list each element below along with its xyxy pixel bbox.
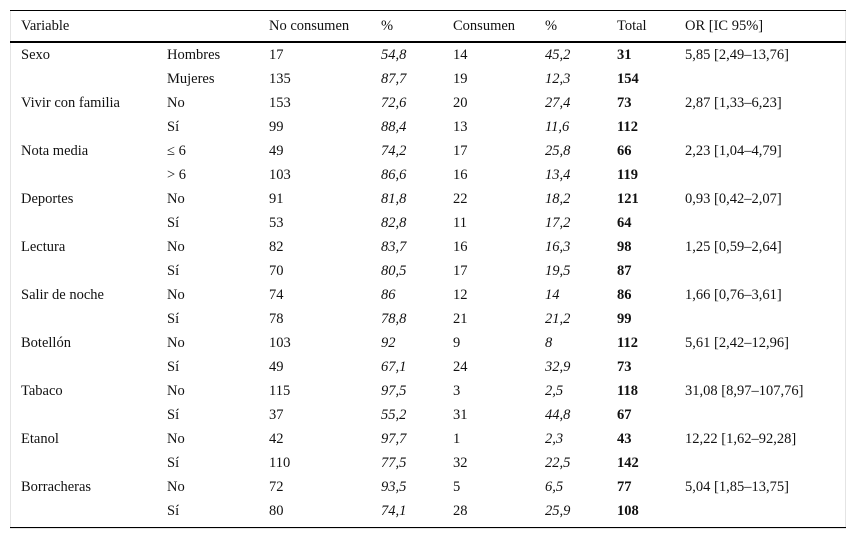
cell-no-consumen: 91	[269, 190, 284, 207]
cell-variable: Nota media	[21, 142, 89, 159]
table-row	[10, 163, 846, 187]
cell-consumen: 17	[453, 262, 468, 279]
cell-or	[674, 451, 846, 475]
cell-total: 99	[617, 310, 632, 327]
cell-yes-pct: 17,2	[545, 214, 571, 231]
table-row	[10, 235, 846, 259]
table-row	[10, 283, 846, 307]
cell-total: 108	[617, 502, 639, 519]
cell-no-pct: 80,5	[381, 262, 407, 279]
cell-variable: Botellón	[21, 334, 71, 351]
cell-no-consumen: 82	[269, 238, 284, 255]
cell-yes-pct: 27,4	[545, 94, 571, 111]
cell-yes-pct: 16,3	[545, 238, 571, 255]
table-row	[10, 307, 846, 331]
cell-consumen: 14	[453, 46, 468, 63]
header-variable: Variable	[21, 17, 70, 34]
cell-no-pct: 88,4	[381, 118, 407, 135]
cell-level: Hombres	[167, 46, 221, 63]
cell-or: 12,22 [1,62–92,28]	[685, 430, 797, 447]
cell-no-consumen: 53	[269, 214, 284, 231]
cell-no-pct: 54,8	[381, 46, 407, 63]
cell-or	[674, 403, 846, 427]
cell-yes-pct: 25,9	[545, 502, 571, 519]
cell-or	[674, 211, 846, 235]
cell-no-pct: 74,2	[381, 142, 407, 159]
cell-level: No	[167, 286, 185, 303]
cell-no-consumen: 49	[269, 142, 284, 159]
cell-level: No	[167, 334, 185, 351]
cell-total: 73	[617, 358, 632, 375]
cell-total: 119	[617, 166, 638, 183]
cell-level: ≤ 6	[167, 142, 186, 159]
cell-consumen: 19	[453, 70, 468, 87]
cell-total: 31	[617, 46, 632, 63]
cell-total: 86	[617, 286, 632, 303]
cell-consumen: 5	[453, 478, 461, 495]
table-row	[10, 403, 846, 427]
cell-yes-pct: 44,8	[545, 406, 571, 423]
cell-total: 43	[617, 430, 632, 447]
cell-level: Sí	[167, 454, 180, 471]
header-no-pct: %	[381, 17, 394, 34]
cell-yes-pct: 13,4	[545, 166, 571, 183]
cell-total: 87	[617, 262, 632, 279]
cell-no-pct: 81,8	[381, 190, 407, 207]
cell-yes-pct: 45,2	[545, 46, 571, 63]
cell-level: No	[167, 478, 185, 495]
cell-variable	[10, 259, 156, 283]
table-row	[10, 187, 846, 211]
cell-or: 0,93 [0,42–2,07]	[685, 190, 782, 207]
cell-no-consumen: 135	[269, 70, 291, 87]
cell-total: 118	[617, 382, 638, 399]
cell-total: 112	[617, 334, 638, 351]
header-no-consumen: No consumen	[269, 17, 350, 34]
table-row	[10, 139, 846, 163]
cell-yes-pct: 32,9	[545, 358, 571, 375]
cell-or: 5,61 [2,42–12,96]	[685, 334, 789, 351]
cell-or: 2,87 [1,33–6,23]	[685, 94, 782, 111]
cell-yes-pct: 2,3	[545, 430, 564, 447]
table-row	[10, 331, 846, 355]
cell-yes-pct: 8	[545, 334, 553, 351]
cell-yes-pct: 22,5	[545, 454, 571, 471]
cell-no-pct: 87,7	[381, 70, 407, 87]
cell-total: 154	[617, 70, 639, 87]
cell-or	[674, 163, 846, 187]
cell-consumen: 16	[453, 166, 468, 183]
cell-level: No	[167, 382, 185, 399]
header-total: Total	[617, 17, 647, 34]
table-row	[10, 91, 846, 115]
cell-level: No	[167, 190, 185, 207]
table-row	[10, 379, 846, 403]
cell-no-pct: 93,5	[381, 478, 407, 495]
cell-no-pct: 97,5	[381, 382, 407, 399]
cell-or: 5,04 [1,85–13,75]	[685, 478, 789, 495]
cell-total: 67	[617, 406, 632, 423]
cell-no-consumen: 115	[269, 382, 291, 399]
cell-yes-pct: 19,5	[545, 262, 571, 279]
data-table	[10, 11, 846, 523]
cell-total: 98	[617, 238, 632, 255]
cell-no-consumen: 70	[269, 262, 284, 279]
cell-level: Sí	[167, 262, 180, 279]
cell-or	[674, 307, 846, 331]
cell-variable: Vivir con familia	[21, 94, 120, 111]
cell-no-consumen: 49	[269, 358, 284, 375]
cell-consumen: 13	[453, 118, 468, 135]
cell-variable	[10, 115, 156, 139]
cell-or: 1,25 [0,59–2,64]	[685, 238, 782, 255]
cell-or: 1,66 [0,76–3,61]	[685, 286, 782, 303]
cell-no-pct: 83,7	[381, 238, 407, 255]
table-row	[10, 355, 846, 379]
cell-no-consumen: 153	[269, 94, 291, 111]
header-level	[156, 11, 258, 41]
cell-no-pct: 72,6	[381, 94, 407, 111]
cell-variable	[10, 403, 156, 427]
cell-level: Sí	[167, 118, 180, 135]
cell-yes-pct: 11,6	[545, 118, 570, 135]
cell-no-pct: 55,2	[381, 406, 407, 423]
cell-level: No	[167, 430, 185, 447]
cell-no-consumen: 37	[269, 406, 284, 423]
table-row	[10, 451, 846, 475]
cell-consumen: 12	[453, 286, 468, 303]
table-row	[10, 211, 846, 235]
cell-no-consumen: 103	[269, 166, 291, 183]
cell-yes-pct: 21,2	[545, 310, 571, 327]
cell-total: 73	[617, 94, 632, 111]
cell-variable	[10, 307, 156, 331]
cell-total: 66	[617, 142, 632, 159]
header-row	[10, 11, 846, 41]
cell-no-consumen: 74	[269, 286, 284, 303]
cell-consumen: 24	[453, 358, 468, 375]
cell-consumen: 3	[453, 382, 461, 399]
cell-consumen: 11	[453, 214, 467, 231]
cell-no-pct: 97,7	[381, 430, 407, 447]
cell-or: 5,85 [2,49–13,76]	[685, 46, 789, 63]
cell-total: 64	[617, 214, 632, 231]
cell-consumen: 22	[453, 190, 468, 207]
cell-no-consumen: 103	[269, 334, 291, 351]
table-row	[10, 259, 846, 283]
cell-variable	[10, 355, 156, 379]
cell-yes-pct: 6,5	[545, 478, 564, 495]
cell-level: Mujeres	[167, 70, 215, 87]
cell-or	[674, 355, 846, 379]
cell-total: 77	[617, 478, 632, 495]
bottom-rule	[10, 527, 846, 528]
header-or: OR [IC 95%]	[685, 17, 764, 34]
cell-no-pct: 82,8	[381, 214, 407, 231]
header-consumen: Consumen	[453, 17, 516, 34]
table-row	[10, 115, 846, 139]
table-row	[10, 67, 846, 91]
cell-yes-pct: 25,8	[545, 142, 571, 159]
cell-variable: Lectura	[21, 238, 66, 255]
cell-no-pct: 67,1	[381, 358, 407, 375]
cell-variable	[10, 67, 156, 91]
cell-no-pct: 74,1	[381, 502, 407, 519]
cell-level: Sí	[167, 406, 180, 423]
cell-total: 121	[617, 190, 639, 207]
cell-or: 31,08 [8,97–107,76]	[685, 382, 804, 399]
cell-level: Sí	[167, 358, 180, 375]
cell-no-consumen: 78	[269, 310, 284, 327]
header-yes-pct: %	[545, 17, 558, 34]
cell-no-consumen: 72	[269, 478, 284, 495]
cell-consumen: 17	[453, 142, 468, 159]
cell-level: > 6	[167, 166, 187, 183]
cell-no-pct: 92	[381, 334, 396, 351]
cell-variable: Deportes	[21, 190, 74, 207]
cell-consumen: 9	[453, 334, 461, 351]
cell-or	[674, 499, 846, 523]
cell-consumen: 16	[453, 238, 468, 255]
cell-or	[674, 67, 846, 91]
cell-no-consumen: 99	[269, 118, 284, 135]
cell-consumen: 31	[453, 406, 468, 423]
cell-variable	[10, 211, 156, 235]
table-row	[10, 41, 846, 67]
cell-consumen: 28	[453, 502, 468, 519]
cell-level: No	[167, 238, 185, 255]
cell-yes-pct: 12,3	[545, 70, 571, 87]
cell-no-pct: 77,5	[381, 454, 407, 471]
cell-no-pct: 86,6	[381, 166, 407, 183]
cell-variable	[10, 499, 156, 523]
cell-variable: Etanol	[21, 430, 59, 447]
cell-level: No	[167, 94, 185, 111]
cell-level: Sí	[167, 502, 180, 519]
table-row	[10, 499, 846, 523]
cell-no-pct: 86	[381, 286, 396, 303]
cell-no-consumen: 110	[269, 454, 291, 471]
table-body	[10, 41, 846, 523]
cell-level: Sí	[167, 214, 180, 231]
cell-variable: Salir de noche	[21, 286, 104, 303]
cell-variable	[10, 451, 156, 475]
table-row	[10, 427, 846, 451]
cell-variable: Sexo	[21, 46, 50, 63]
cell-or	[674, 259, 846, 283]
cell-no-consumen: 42	[269, 430, 284, 447]
cell-total: 142	[617, 454, 639, 471]
cell-total: 112	[617, 118, 638, 135]
cell-no-consumen: 17	[269, 46, 284, 63]
cell-consumen: 1	[453, 430, 461, 447]
cell-variable: Tabaco	[21, 382, 63, 399]
table-row	[10, 475, 846, 499]
cell-variable: Borracheras	[21, 478, 92, 495]
cell-consumen: 32	[453, 454, 468, 471]
cell-consumen: 21	[453, 310, 468, 327]
cell-consumen: 20	[453, 94, 468, 111]
cell-or	[674, 115, 846, 139]
cell-variable	[10, 163, 156, 187]
cell-yes-pct: 14	[545, 286, 560, 303]
cell-no-consumen: 80	[269, 502, 284, 519]
cell-no-pct: 78,8	[381, 310, 407, 327]
cell-level: Sí	[167, 310, 180, 327]
cell-yes-pct: 2,5	[545, 382, 564, 399]
cell-yes-pct: 18,2	[545, 190, 571, 207]
cell-or: 2,23 [1,04–4,79]	[685, 142, 782, 159]
